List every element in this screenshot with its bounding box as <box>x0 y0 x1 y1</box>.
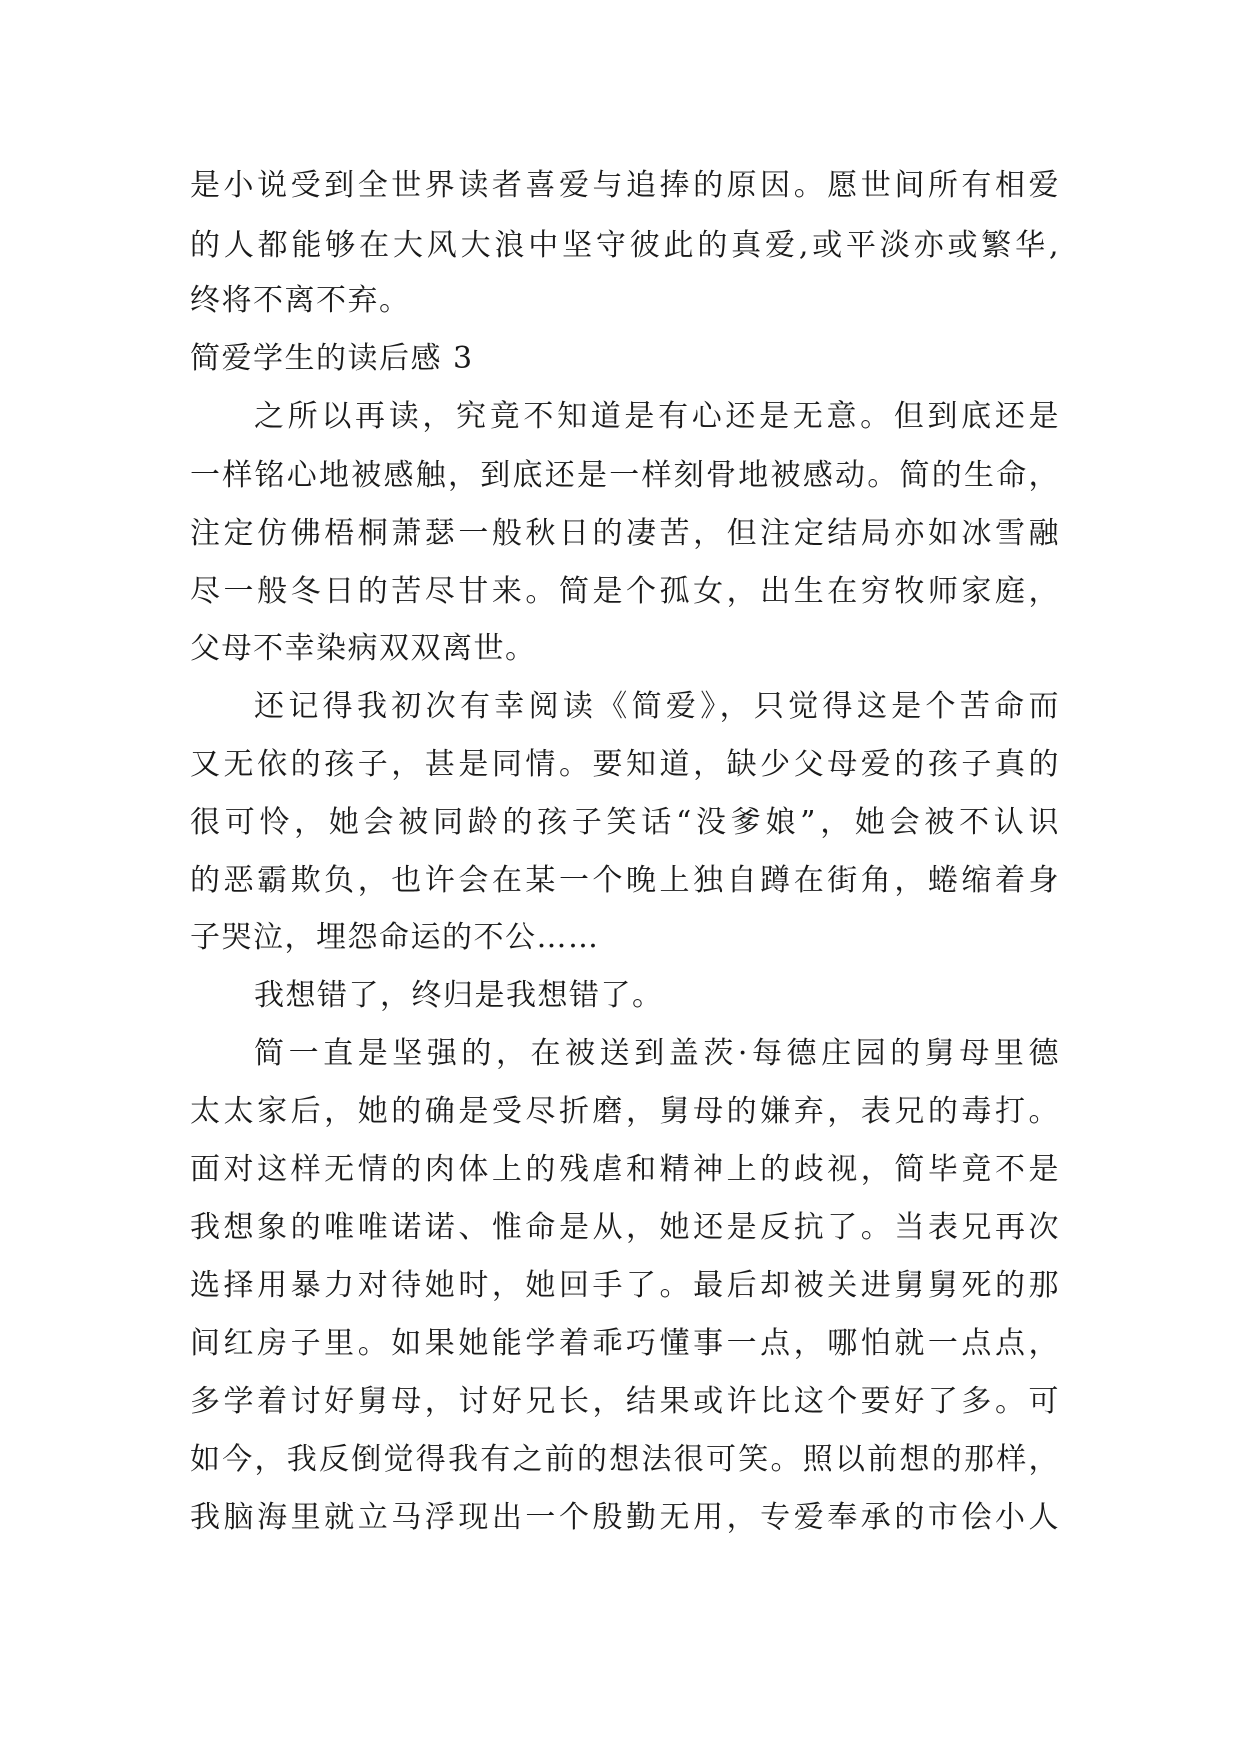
text-line: 终将不离不弃。 <box>190 283 411 318</box>
text-line: 我脑海里就立马浮现出一个殷勤无用，专爱奉承的市侩小人 <box>190 1500 1060 1535</box>
text-line: 还记得我初次有幸阅读《简爱》，只觉得这是个苦命而 <box>254 689 1060 724</box>
section-heading: 简爱学生的读后感 3 <box>190 341 474 376</box>
text-line: 多学着讨好舅母，讨好兄长，结果或许比这个要好了多。可 <box>190 1384 1060 1419</box>
text-line: 一样铭心地被感触，到底还是一样刻骨地被感动。简的生命， <box>190 458 1060 493</box>
text-line: 简一直是坚强的，在被送到盖茨·每德庄园的舅母里德 <box>254 1036 1060 1071</box>
text-line: 又无依的孩子，甚是同情。要知道，缺少父母爱的孩子真的 <box>190 747 1060 782</box>
text-line: 之所以再读，究竟不知道是有心还是无意。但到底还是 <box>254 399 1060 434</box>
text-line: 的恶霸欺负，也许会在某一个晚上独自蹲在街角，蜷缩着身 <box>190 863 1060 898</box>
text-line: 子哭泣，埋怨命运的不公…… <box>190 920 600 955</box>
text-line: 很可怜，她会被同龄的孩子笑话“没爹娘”，她会被不认识 <box>190 805 1060 840</box>
text-line: 父母不幸染病双双离世。 <box>190 631 537 666</box>
text-line: 间红房子里。如果她能学着乖巧懂事一点，哪怕就一点点， <box>190 1326 1060 1361</box>
text-line: 选择用暴力对待她时，她回手了。最后却被关进舅舅死的那 <box>190 1268 1060 1303</box>
text-line: 面对这样无情的肉体上的残虐和精神上的歧视，简毕竟不是 <box>190 1152 1060 1187</box>
text-line: 的人都能够在大风大浪中坚守彼此的真爱,或平淡亦或繁华, <box>190 228 1060 263</box>
text-line: 太太家后，她的确是受尽折磨，舅母的嫌弃，表兄的毒打。 <box>190 1094 1060 1129</box>
text-line: 我想错了，终归是我想错了。 <box>254 978 664 1013</box>
text-line: 我想象的唯唯诺诺、惟命是从，她还是反抗了。当表兄再次 <box>190 1210 1060 1245</box>
text-line: 注定仿佛梧桐萧瑟一般秋日的凄苦，但注定结局亦如冰雪融 <box>190 516 1060 551</box>
text-line: 如今，我反倒觉得我有之前的想法很可笑。照以前想的那样， <box>190 1442 1060 1477</box>
text-line: 尽一般冬日的苦尽甘来。简是个孤女，出生在穷牧师家庭， <box>190 574 1060 609</box>
text-line: 是小说受到全世界读者喜爱与追捧的原因。愿世间所有相爱 <box>190 168 1060 203</box>
